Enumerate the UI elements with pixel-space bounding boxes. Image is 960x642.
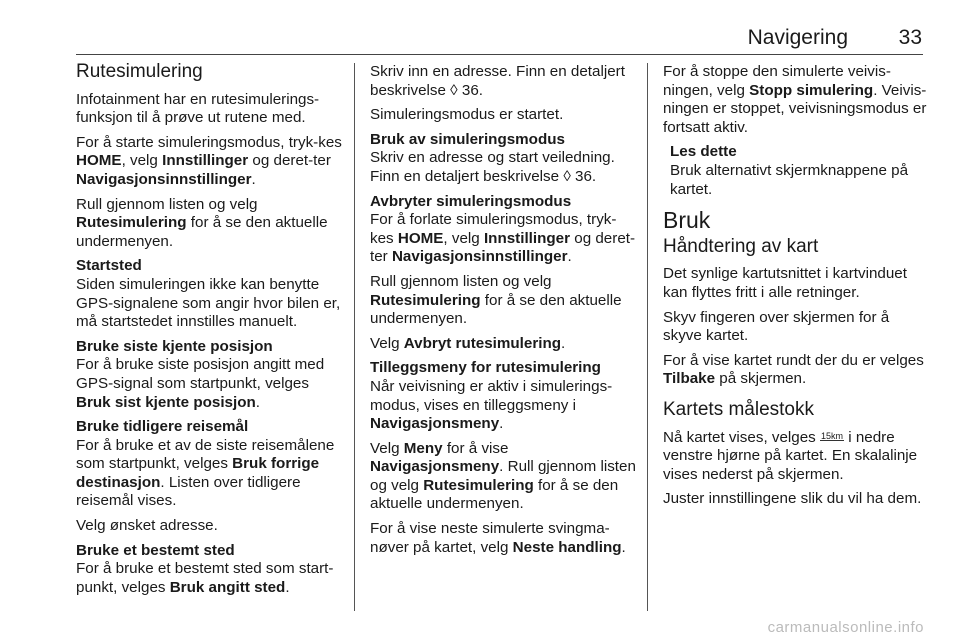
- subheading-siste-posisjon: Bruke siste kjente posisjon: [76, 337, 273, 355]
- section-heading-kartets-malestokk: Kartets målestokk: [663, 398, 814, 420]
- paragraph: Infotainment har en rutesimulerings-funksjon til å prøve ut rutene med.: [76, 90, 320, 127]
- paragraph: Nå kartet vises, velges 15km i nedre venstre hjørne på kartet. En skalalinje vises nederst på skjermen.: [663, 428, 918, 483]
- paragraph: Simuleringsmodus er startet.: [370, 106, 564, 124]
- paragraph: For å starte simuleringsmodus, tryk-kes HOME, velg Innstillinger og deret-ter Navigasjonsinnstillinger.: [76, 133, 342, 188]
- column-divider-2: [647, 63, 648, 611]
- note-box: [663, 143, 927, 199]
- page-header-title: Navigering: [747, 26, 848, 49]
- paragraph: Skyv fingeren over skjermen for å skyve kartet.: [663, 308, 890, 345]
- column-2: [370, 63, 636, 563]
- section-heading-rutesimulering: Rutesimulering: [76, 61, 203, 82]
- column-3: [663, 63, 927, 515]
- subheading-tidligere-reisemal: Bruke tidligere reisemål: [76, 418, 249, 436]
- section-heading-bruk: Bruk: [663, 207, 711, 234]
- watermark-logo: carmanualsonline.info: [767, 619, 924, 636]
- paragraph: Siden simuleringen ikke kan benytte GPS-signalene som angir hvor bilen er, må startstedet innstilles manuelt.: [76, 275, 341, 331]
- column-divider-1: [354, 63, 355, 611]
- map-scale-icon: 15km: [821, 430, 844, 441]
- paragraph: Rull gjennom listen og velg Rutesimulering for å se den aktuelle undermenyen.: [370, 272, 622, 328]
- paragraph: Velg Avbryt rutesimulering.: [370, 334, 566, 352]
- paragraph: For å bruke et av de siste reisemålene som startpunkt, velges Bruk forrige destinasjon. Listen over tidligere reisemål vises.: [76, 436, 335, 510]
- subheading-bestemt-sted: Bruke et bestemt sted: [76, 541, 235, 559]
- paragraph: Juster innstillingene slik du vil ha dem.: [663, 490, 922, 508]
- paragraph: Det synlige kartutsnittet i kartvinduet kan flyttes fritt i alle retninger.: [663, 265, 907, 301]
- paragraph: Rull gjennom listen og velg Rutesimulering for å se den aktuelle undermenyen.: [76, 195, 328, 250]
- page-number: 33: [898, 26, 922, 49]
- paragraph: For å vise kartet rundt der du er velges Tilbake på skjermen.: [663, 351, 924, 388]
- paragraph: For å bruke et bestemt sted som start-punkt, velges Bruk angitt sted.: [76, 560, 334, 596]
- header-rule: [76, 54, 923, 55]
- paragraph: Skriv en adresse og start veiledning. Finn en detaljert beskrivelse ◊ 36.: [370, 149, 615, 185]
- subheading-bruk-simuleringsmodus: Bruk av simuleringsmodus: [370, 130, 565, 148]
- paragraph: For å forlate simuleringsmodus, tryk-kes HOME, velg Innstillinger og deret-ter Navigasjonsinnstillinger.: [370, 211, 636, 266]
- paragraph: Skriv inn en adresse. Finn en detaljert beskrivelse ◊ 36.: [370, 63, 625, 99]
- section-heading-handtering-av-kart: Håndtering av kart: [663, 235, 819, 257]
- subheading-tilleggsmeny: Tilleggsmeny for rutesimulering: [370, 359, 601, 377]
- paragraph: Velg ønsket adresse.: [76, 517, 218, 535]
- paragraph: For å stoppe den simulerte veivis-ningen, velg Stopp simulering. Veivis-ningen er stoppet, veivisningsmodus er fortsatt aktiv.: [663, 63, 927, 136]
- note-title: Les dette: [670, 143, 737, 161]
- subheading-startsted: Startsted: [76, 257, 142, 275]
- subheading-avbryter-simuleringsmodus: Avbryter simuleringsmodus: [370, 192, 572, 210]
- column-1: [76, 63, 346, 603]
- paragraph: Når veivisning er aktiv i simulerings-modus, vises en tilleggsmeny i Navigasjonsmeny.: [370, 377, 613, 433]
- paragraph: Velg Meny for å vise Navigasjonsmeny. Rull gjennom listen og velg Rutesimulering for å se den aktuelle undermenyen.: [370, 439, 636, 513]
- note-text: Bruk alternativt skjermknappene på kartet.: [670, 161, 909, 198]
- paragraph: For å bruke siste posisjon angitt med GPS-signal som startpunkt, velges Bruk sist kjente posisjon.: [76, 356, 325, 411]
- paragraph: For å vise neste simulerte svingma-nøver på kartet, velg Neste handling.: [370, 520, 626, 556]
